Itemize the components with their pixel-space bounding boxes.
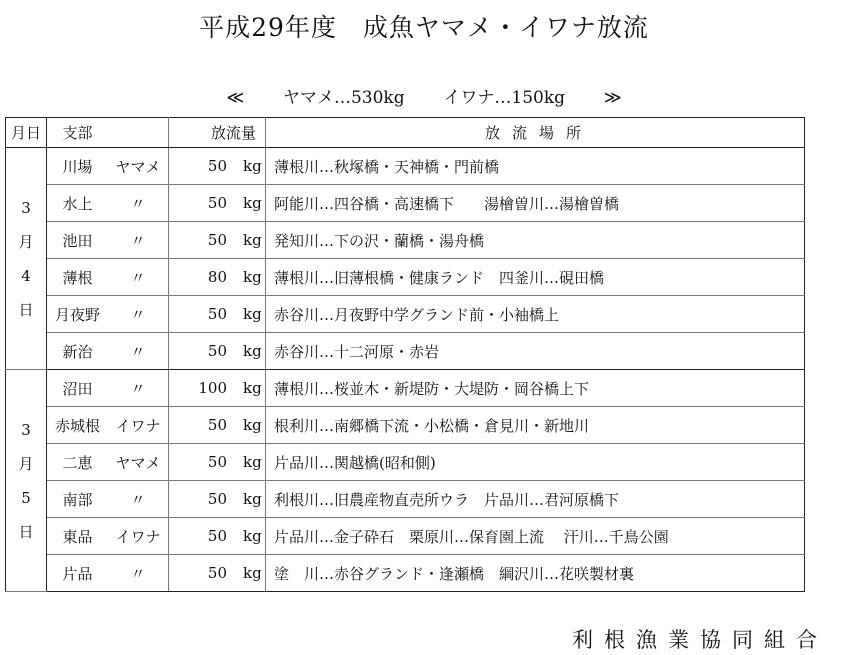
summary-close-bracket: ≫ <box>603 88 622 108</box>
table-row <box>6 518 805 555</box>
species-cell: 〃 <box>108 296 169 333</box>
month-day-cell: 3 月 5 日 <box>6 370 47 592</box>
branch-cell: 水上 <box>47 185 109 222</box>
branch-cell: 沼田 <box>47 370 109 407</box>
species-cell: イワナ <box>108 407 169 444</box>
table-row <box>6 444 805 481</box>
document-title: 平成29年度 成魚ヤマメ・イワナ放流 <box>199 13 649 42</box>
amount-cell: 80 <box>169 259 242 296</box>
unit-cell: kg <box>241 333 266 370</box>
place-cell: 阿能川…四谷橋・高速橋下 湯檜曽川…湯檜曽橋 <box>266 185 805 222</box>
place-cell: 薄根川…桜並木・新堤防・大堤防・岡谷橋上下 <box>266 370 805 407</box>
amount-cell: 50 <box>169 222 242 259</box>
unit-cell: kg <box>241 259 266 296</box>
place-cell: 薄根川…秋塚橋・天神橋・門前橋 <box>266 148 805 185</box>
branch-cell: 赤城根 <box>47 407 109 444</box>
amount-cell: 50 <box>169 555 242 592</box>
place-cell: 赤谷川…十二河原・赤岩 <box>266 333 805 370</box>
branch-cell: 南部 <box>47 481 109 518</box>
species-cell: 〃 <box>108 370 169 407</box>
branch-cell: 二恵 <box>47 444 109 481</box>
table-row <box>6 222 805 259</box>
summary-open-bracket: ≪ <box>226 88 245 108</box>
summary-yamame: ヤマメ…530kg <box>282 88 405 108</box>
unit-cell: kg <box>241 555 266 592</box>
place-cell: 根利川…南郷橋下流・小松橋・倉見川・新地川 <box>266 407 805 444</box>
branch-cell: 東品 <box>47 518 109 555</box>
species-cell: 〃 <box>108 259 169 296</box>
table-row <box>6 333 805 370</box>
table-row <box>6 370 805 407</box>
unit-cell: kg <box>241 444 266 481</box>
species-cell: ヤマメ <box>108 148 169 185</box>
release-summary <box>0 83 848 108</box>
species-cell: イワナ <box>108 518 169 555</box>
place-cell: 利根川…旧農産物直売所ウラ 片品川…君河原橋下 <box>266 481 805 518</box>
branch-cell: 新治 <box>47 333 109 370</box>
amount-cell: 100 <box>169 370 242 407</box>
table-row <box>6 296 805 333</box>
unit-cell: kg <box>241 148 266 185</box>
amount-cell: 50 <box>169 185 242 222</box>
unit-cell: kg <box>241 185 266 222</box>
table-header-row <box>6 118 805 148</box>
species-cell: 〃 <box>108 185 169 222</box>
table-row <box>6 555 805 592</box>
species-cell: 〃 <box>108 481 169 518</box>
table-row <box>6 259 805 296</box>
amount-cell: 50 <box>169 333 242 370</box>
header-amount: 放流 <box>169 118 242 148</box>
place-cell: 片品川…金子砕石 栗原川…保育園上流 汗川…千鳥公園 <box>266 518 805 555</box>
amount-cell: 50 <box>169 296 242 333</box>
branch-cell: 薄根 <box>47 259 109 296</box>
header-amount-unit: 量 <box>241 118 266 148</box>
unit-cell: kg <box>241 481 266 518</box>
branch-cell: 片品 <box>47 555 109 592</box>
branch-cell: 池田 <box>47 222 109 259</box>
header-place: 放流場所 <box>266 118 805 148</box>
species-cell: 〃 <box>108 222 169 259</box>
place-cell: 片品川…関越橋(昭和側) <box>266 444 805 481</box>
table-row <box>6 185 805 222</box>
amount-cell: 50 <box>169 444 242 481</box>
amount-cell: 50 <box>169 148 242 185</box>
amount-cell: 50 <box>169 518 242 555</box>
amount-cell: 50 <box>169 407 242 444</box>
header-species <box>108 118 169 148</box>
branch-cell: 月夜野 <box>47 296 109 333</box>
branch-cell: 川場 <box>47 148 109 185</box>
place-cell: 発知川…下の沢・蘭橋・湯舟橋 <box>266 222 805 259</box>
summary-iwana: イワナ…150kg <box>443 88 566 108</box>
species-cell: ヤマメ <box>108 444 169 481</box>
header-month-day: 月日 <box>6 118 47 148</box>
place-cell: 塗 川…赤谷グランド・逢瀬橋 綱沢川…花咲製材裏 <box>266 555 805 592</box>
place-cell: 薄根川…旧薄根橋・健康ランド 四釜川…硯田橋 <box>266 259 805 296</box>
unit-cell: kg <box>241 407 266 444</box>
table-row <box>6 407 805 444</box>
unit-cell: kg <box>241 518 266 555</box>
unit-cell: kg <box>241 370 266 407</box>
place-cell: 赤谷川…月夜野中学グランド前・小袖橋上 <box>266 296 805 333</box>
amount-cell: 50 <box>169 481 242 518</box>
table-row <box>6 481 805 518</box>
unit-cell: kg <box>241 222 266 259</box>
header-branch: 支部 <box>47 118 109 148</box>
release-table <box>5 117 805 592</box>
unit-cell: kg <box>241 296 266 333</box>
month-day-cell: 3 月 4 日 <box>6 148 47 370</box>
organization-name: 利根漁業協同組合 <box>572 628 828 652</box>
species-cell: 〃 <box>108 333 169 370</box>
table-row <box>6 148 805 185</box>
species-cell: 〃 <box>108 555 169 592</box>
